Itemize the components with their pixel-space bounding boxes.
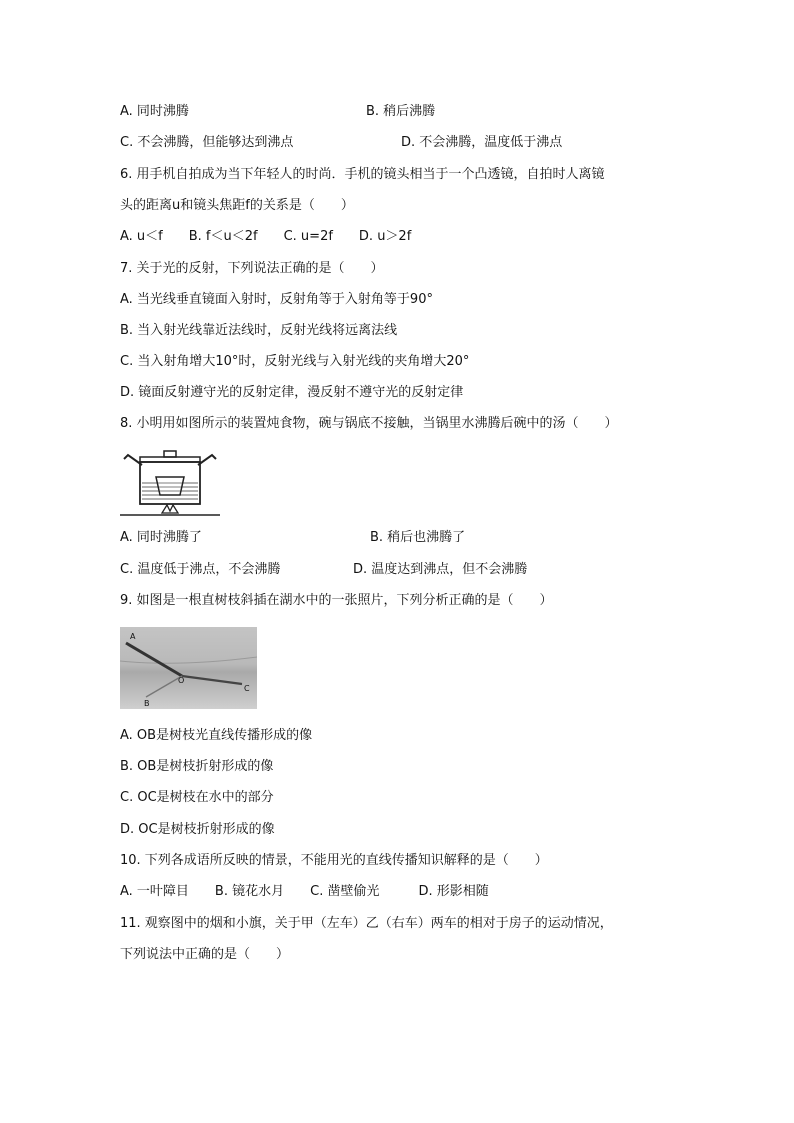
q8-option-b: B. 稍后也沸腾了 <box>370 530 466 545</box>
q8-stem: 8. 小明用如图所示的装置炖食物，碗与锅底不接触，当锅里水沸腾后碗中的汤（ ） <box>120 416 618 431</box>
figure-label-b: B <box>144 699 150 708</box>
branch-in-water-photo <box>120 627 257 709</box>
q11-stem-line2: 下列说法中正确的是（ ） <box>120 947 290 962</box>
q5-option-d: D. 不会沸腾，温度低于沸点 <box>401 135 563 150</box>
q9-stem: 9. 如图是一根直树枝斜插在湖水中的一张照片，下列分析正确的是（ ） <box>120 593 553 608</box>
pot-figure <box>120 447 220 519</box>
q7-option-a: A. 当光线垂直镜面入射时，反射角等于入射角等于90° <box>120 292 433 307</box>
q7-option-b: B. 当入射光线靠近法线时，反射光线将远离法线 <box>120 323 398 338</box>
q7-option-c: C. 当入射角增大10°时，反射光线与入射光线的夹角增大20° <box>120 354 470 369</box>
q8-option-c: C. 温度低于沸点，不会沸腾 <box>120 562 281 577</box>
q6-stem-line2: 头的距离u和镜头焦距f的关系是（ ） <box>120 198 354 213</box>
q5-option-b: B. 稍后沸腾 <box>366 104 436 119</box>
figure-label-o: O <box>178 676 185 685</box>
q6-options: A. u＜f B. f＜u＜2f C. u=2f D. u＞2f <box>120 229 412 244</box>
q11-stem-line1: 11. 观察图中的烟和小旗，关于甲（左车）乙（右车）两车的相对于房子的运动情况， <box>120 916 613 931</box>
q7-stem: 7. 关于光的反射，下列说法正确的是（ ） <box>120 261 384 276</box>
q5-option-c: C. 不会沸腾，但能够达到沸点 <box>120 135 294 150</box>
q9-option-c: C. OC是树枝在水中的部分 <box>120 790 274 805</box>
q8-option-d: D. 温度达到沸点，但不会沸腾 <box>353 562 528 577</box>
q5-option-a: A. 同时沸腾 <box>120 104 189 119</box>
q6-stem-line1: 6. 用手机自拍成为当下年轻人的时尚．手机的镜头相当于一个凸透镜，自拍时人离镜 <box>120 167 605 182</box>
q10-stem: 10. 下列各成语所反映的情景，不能用光的直线传播知识解释的是（ ） <box>120 853 548 868</box>
figure-label-a: A <box>130 632 136 641</box>
q9-option-d: D. OC是树枝折射形成的像 <box>120 822 275 837</box>
q8-option-a: A. 同时沸腾了 <box>120 530 202 545</box>
q7-option-d: D. 镜面反射遵守光的反射定律，漫反射不遵守光的反射定律 <box>120 385 464 400</box>
figure-label-c: C <box>244 684 250 693</box>
q9-option-b: B. OB是树枝折射形成的像 <box>120 759 274 774</box>
q10-options: A. 一叶障目 B. 镜花水月 C. 凿壁偷光 D. 形影相随 <box>120 884 489 899</box>
q9-option-a: A. OB是树枝光直线传播形成的像 <box>120 728 313 743</box>
